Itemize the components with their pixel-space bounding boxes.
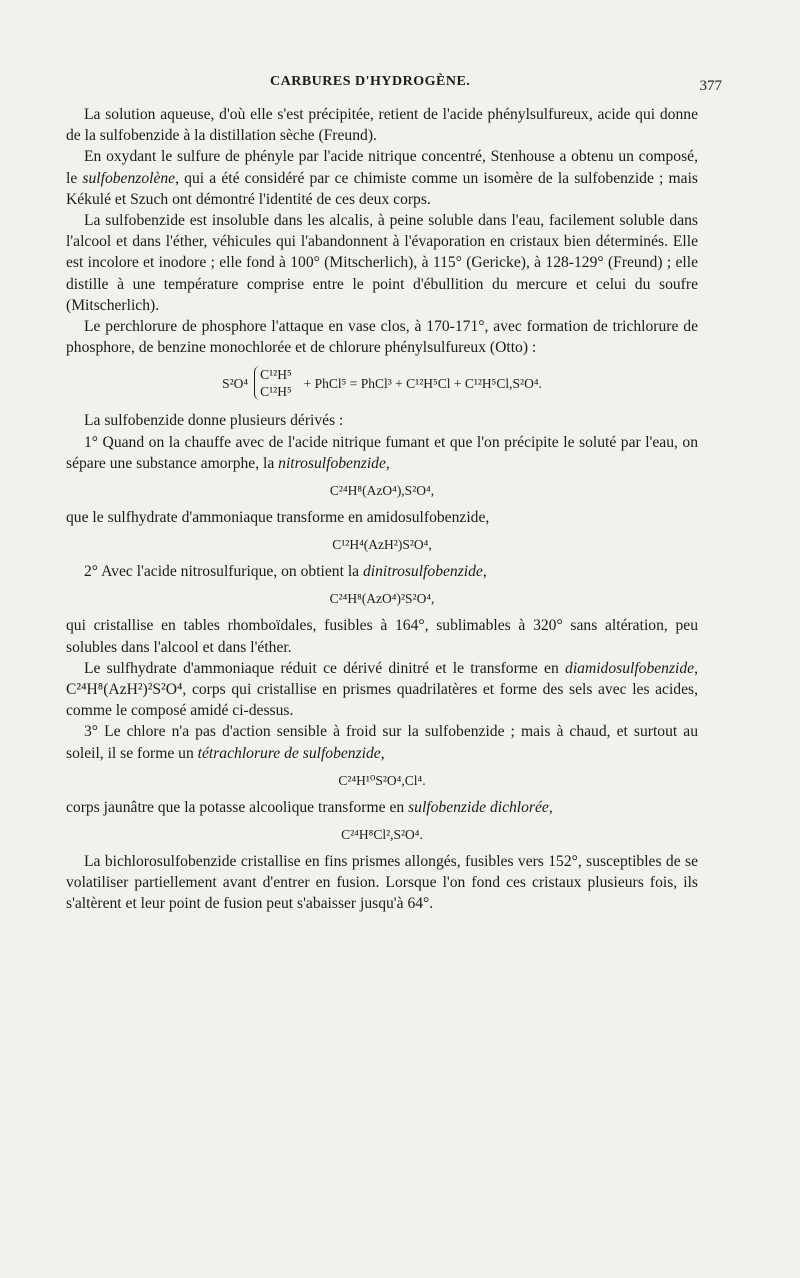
paragraph-13: La bichlorosulfobenzide cristallise en fins prismes allongés, fusibles vers 152°, susceptibles de se volatiliser partiellement avant d'entrer en fusion. Lorsque l'on fond ces cristaux plusieurs fois, ils s'altèrent et leur point de fusion peut s'abaisser jusqu'à 64°.	[66, 853, 698, 913]
term-sulfobenzide-dichloree: sulfobenzide dichlorée	[408, 798, 549, 816]
term-diamidosulfobenzide: diamidosulfobenzide	[565, 659, 695, 677]
term-nitrosulfobenzide: nitrosulfobenzide	[278, 454, 386, 472]
formula-4: C²⁴H¹⁰S²O⁴,Cl⁴.	[338, 772, 426, 788]
paragraph-2	[66, 146, 698, 210]
formula-3: C²⁴H⁸(AzO⁴)²S²O⁴,	[329, 591, 435, 607]
paragraph-11-text-c: ,	[380, 744, 385, 762]
reaction-equation	[66, 366, 698, 400]
paragraph-10	[66, 658, 698, 722]
term-tetrachlorure: tétrachlorure de sulfobenzide	[197, 744, 381, 762]
paragraph-8	[66, 561, 698, 582]
paragraph-12-text-a: corps jaunâtre que la potasse alcoolique transforme en	[66, 798, 409, 816]
paragraph-5: La sulfobenzide donne plusieurs dérivés :	[84, 412, 344, 430]
page-body	[66, 104, 698, 915]
formula-2: C¹²H⁴(AzH²)S²O⁴,	[332, 537, 432, 553]
paragraph-3: La sulfobenzide est insoluble dans les alcalis, à peine soluble dans l'eau, facilement soluble dans l'alcool et dans l'éther, véhicules qui l'abandonnent à l'évaporation en cristaux bien déterminés. Elle est incolore et inodore ; elle fond à 100° (Mitscherlich), à 115° (Gericke), à 128-129° (Freund) ; elle distille à une température comprise entre le point d'ébullition du mercure et celui du soufre (Mitscherlich).	[66, 212, 698, 314]
equation-left: S²O⁴	[222, 375, 249, 391]
paragraph-8-text-a: 2° Avec l'acide nitrosulfurique, on obtient la	[84, 563, 363, 581]
paragraph-11	[66, 721, 698, 763]
equation-brace-bottom: C¹²H⁵	[260, 384, 292, 400]
paragraph-2-text-c: , qui a été considéré par ce chimiste comme un isomère de la sulfobenzide ; mais Kékulé et Szuch ont démontré l'identité de ces deux corps.	[66, 169, 698, 208]
term-sulfobenzolene: sulfobenzolène	[82, 169, 176, 187]
paragraph-2-text-a: En oxydant le sulfure de phényle par l'acide nitrique concentré, Stenhouse a obtenu un composé, le	[66, 148, 698, 187]
equation-right: + PhCl⁵ = PhCl³ + C¹²H⁵Cl + C¹²H⁵Cl,S²O⁴.	[303, 375, 542, 391]
running-head: CARBURES D'HYDROGÈNE.	[270, 74, 471, 89]
term-dinitrosulfobenzide: dinitrosulfobenzide	[362, 563, 483, 581]
paragraph-9: qui cristallise en tables rhomboïdales, fusibles à 164°, sublimables à 320° sans altération, peu solubles dans l'alcool et dans l'éther.	[66, 617, 698, 656]
paragraph-11-text-a: 3° Le chlore n'a pas d'action sensible à froid sur la sulfobenzide ; mais à chaud, et surtout au soleil, il se forme un	[66, 723, 698, 762]
formula-1: C²⁴H⁸(AzO⁴),S²O⁴,	[329, 483, 435, 499]
paragraph-10-text-a: Le sulfhydrate d'ammoniaque réduit ce dérivé dinitré et le transforme en	[84, 659, 566, 677]
paragraph-12	[66, 797, 698, 818]
paragraph-7: que le sulfhydrate d'ammoniaque transforme en amidosulfobenzide,	[66, 509, 490, 527]
equation-brace-top: C¹²H⁵	[260, 367, 292, 383]
paragraph-6-text-a: 1° Quand on la chauffe avec de l'acide nitrique fumant et que l'on précipite le soluté par l'eau, on sépare une substance amorphe, la	[66, 433, 698, 472]
paragraph-10-text-c: , C²⁴H⁸(AzH²)²S²O⁴, corps qui cristallise en prismes quadrilatères et forme des sels avec les acides, comme le composé amidé ci-dessus.	[66, 659, 698, 720]
page-header	[0, 74, 800, 98]
paragraph-4: Le perchlorure de phosphore l'attaque en vase clos, à 170-171°, avec formation de trichlorure de phosphore, de benzine monochlorée et de chlorure phénylsulfureux (Otto) :	[66, 318, 698, 357]
paragraph-1: La solution aqueuse, d'où elle s'est précipitée, retient de l'acide phénylsulfureux, acide qui donne de la sulfobenzide à la distillation sèche (Freund).	[66, 106, 698, 145]
paragraph-6	[66, 432, 698, 474]
paragraph-12-text-c: ,	[548, 798, 553, 816]
equation-brace	[254, 366, 292, 400]
paragraph-8-text-c: ,	[482, 563, 487, 581]
page-number: 377	[699, 78, 722, 94]
paragraph-6-text-c: ,	[385, 454, 390, 472]
formula-5: C²⁴H⁸Cl²,S²O⁴.	[341, 827, 423, 843]
